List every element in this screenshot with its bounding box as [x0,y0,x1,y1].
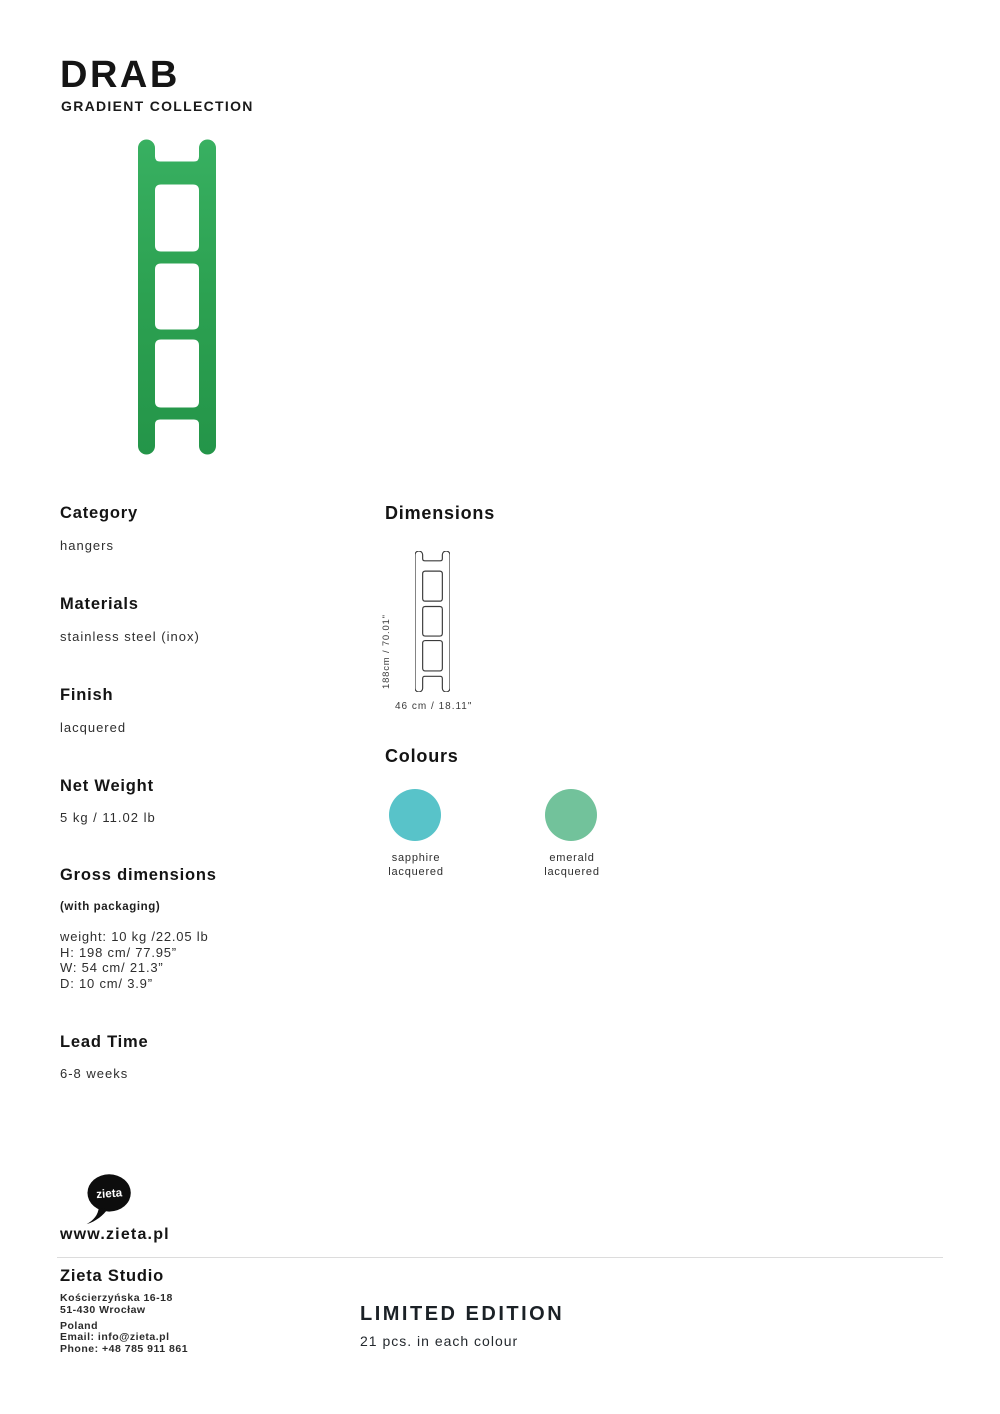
finish-value: lacquered [60,720,127,735]
product-image-ladder [138,139,216,455]
studio-address [60,1292,173,1332]
lead-time-heading: Lead Time [60,1033,149,1051]
swatch-sapphire-label [361,852,471,879]
contact-email: Email: info@zieta.pl [60,1331,170,1343]
gross-weight-line: weight: 10 kg /22.05 lb [60,929,209,944]
address-street: Kościerzyńska 16-18 [60,1292,173,1304]
studio-name: Zieta Studio [60,1267,165,1285]
limited-edition-subtitle: 21 pcs. in each colour [360,1333,519,1349]
materials-value: stainless steel (inox) [60,629,200,644]
gross-dimensions-heading: Gross dimensions [60,866,217,884]
swatch-emerald [545,789,597,841]
contact-phone: Phone: +48 785 911 861 [60,1343,189,1356]
swatch-sapphire [389,789,441,841]
gross-dimensions-note: (with packaging) [60,901,161,913]
website-link[interactable]: www.zieta.pl [60,1226,170,1243]
gross-height-line: H: 198 cm/ 77.95” [60,944,177,960]
gross-dimensions-lines [60,929,209,991]
materials-heading: Materials [60,595,139,613]
page-subtitle: GRADIENT COLLECTION [61,98,254,114]
page-title: DRAB [60,54,180,96]
gross-width-line: W: 54 cm/ 21.3” [60,960,164,976]
finish-heading: Finish [60,686,114,704]
limited-edition-title: LIMITED EDITION [360,1303,565,1325]
zieta-logo-icon [84,1171,136,1227]
category-value: hangers [60,538,114,553]
gross-depth-line: D: 10 cm/ 3.9” [60,975,153,991]
swatch-emerald-label [517,852,627,879]
studio-contact [60,1331,188,1356]
swatch-emerald-label-line2: lacquered [544,865,600,878]
swatch-sapphire-label-line1: sapphire [391,852,441,864]
category-heading: Category [60,504,138,522]
net-weight-heading: Net Weight [60,777,154,795]
address-city: 51-430 Wrocław [60,1304,146,1317]
dimension-height-label: 188cm / 70.01" [381,614,392,689]
colours-heading: Colours [385,746,459,766]
swatch-emerald-label-line1: emerald [549,852,595,864]
dimensions-heading: Dimensions [385,503,496,523]
address-country: Poland [60,1319,99,1332]
swatch-sapphire-label-line2: lacquered [388,865,444,878]
dimensions-diagram-ladder [415,551,450,692]
dimension-width-label: 46 cm / 18.11" [395,701,473,712]
zieta-logo-text: zieta [95,1186,123,1202]
footer-divider [57,1257,943,1258]
net-weight-value: 5 kg / 11.02 lb [60,810,156,825]
lead-time-value: 6-8 weeks [60,1066,129,1081]
